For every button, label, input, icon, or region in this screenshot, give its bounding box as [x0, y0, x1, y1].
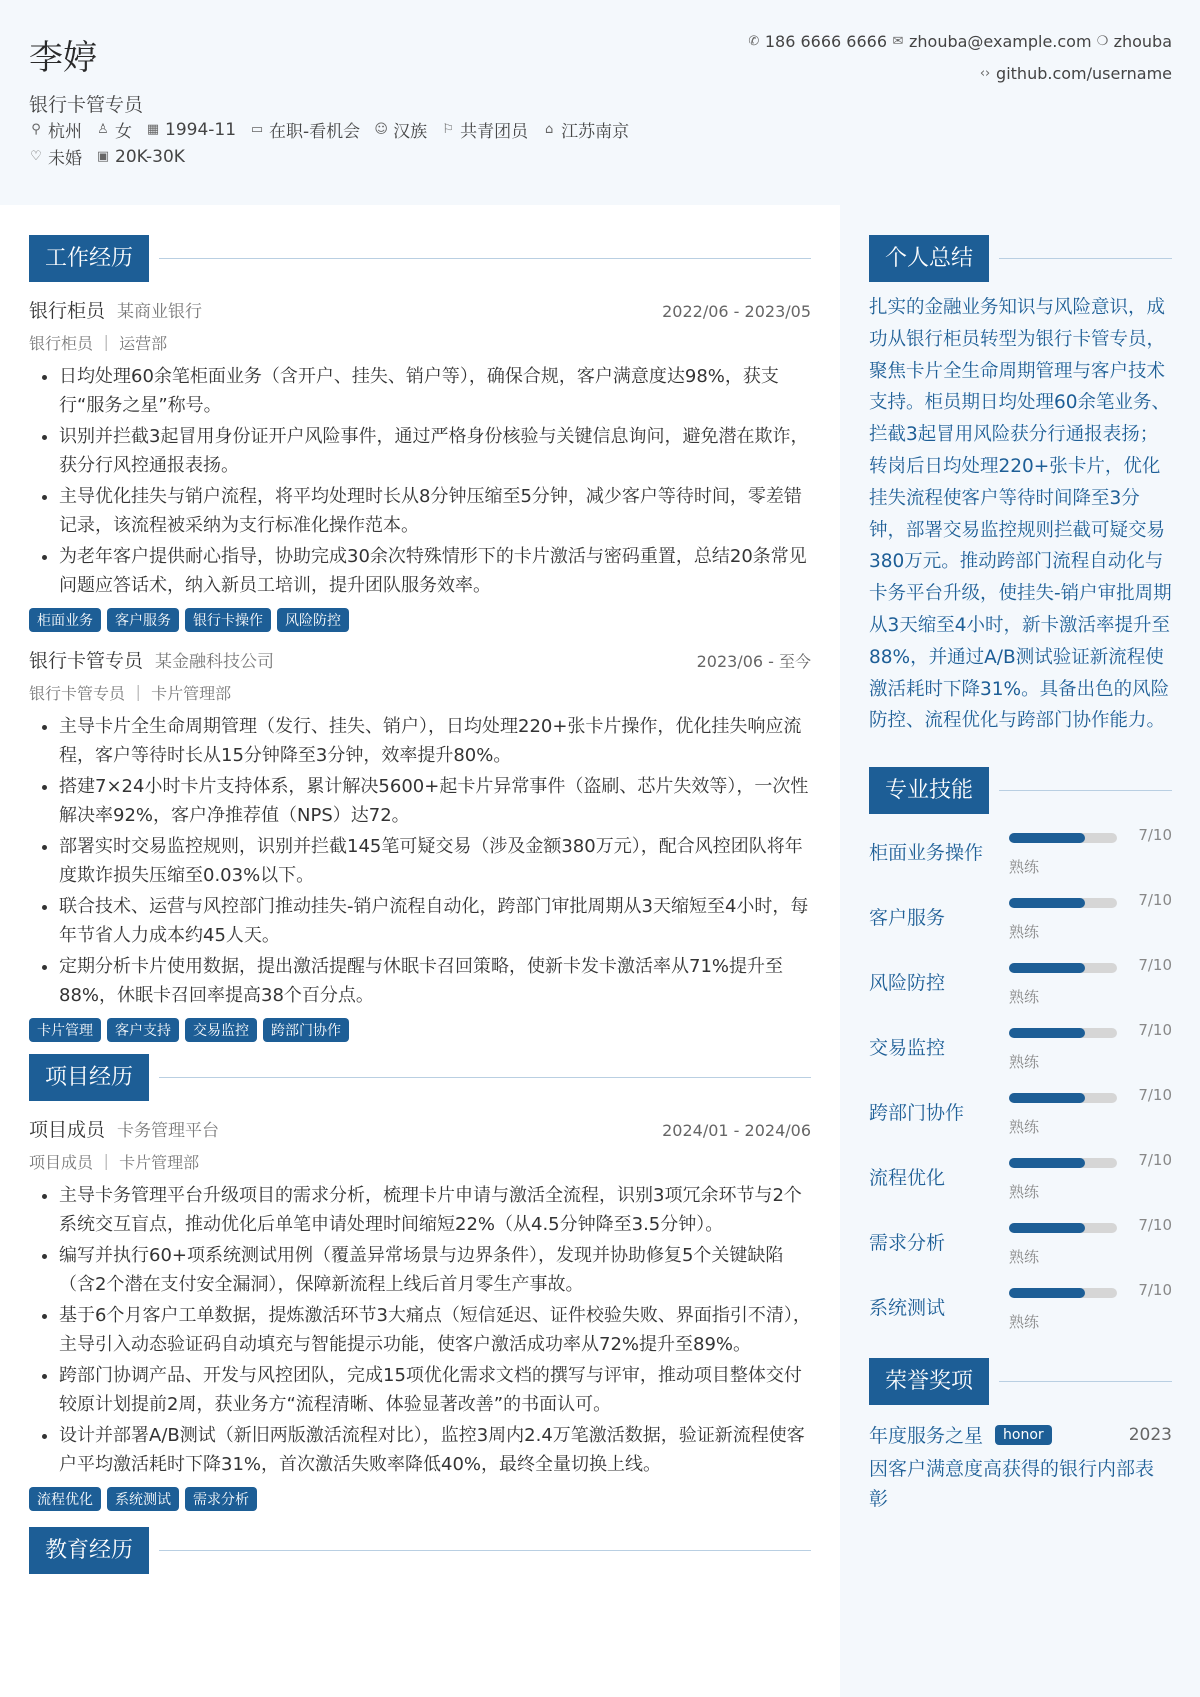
- info-item: [29, 117, 82, 142]
- skill-level: 熟练: [1009, 1183, 1040, 1202]
- contact-row: [747, 32, 1172, 51]
- experience-entry: [29, 296, 811, 632]
- section-title: 专业技能: [869, 767, 989, 814]
- tag-list: [29, 608, 811, 632]
- skill-bar-track: [1009, 1158, 1117, 1168]
- entry-title: [29, 296, 202, 323]
- skill-score: 7/10: [1138, 1086, 1172, 1105]
- github-link[interactable]: github.com/username: [996, 64, 1172, 83]
- project-list: [29, 1115, 811, 1511]
- bullet-item: • 设计并部署A/B测试（新旧两版激活流程对比），监控3周内2.4万笔激活数据，验证新流程使客户平均激活耗时下降31%，首次激活失败率降低40%，最终全量切换上线。: [59, 1421, 811, 1479]
- email-text[interactable]: zhouba@example.com: [909, 32, 1092, 51]
- info-item: [441, 117, 528, 142]
- info-text: 未婚: [48, 149, 82, 169]
- skill-level: 熟练: [1009, 923, 1040, 942]
- bullet-item: • 为老年客户提供耐心指导，协助完成30余次特殊情形下的卡片激活与密码重置，总结20条常见问题应答话术，纳入新员工培训，提升团队服务效率。: [59, 542, 811, 600]
- entry-title: [29, 646, 274, 673]
- award-name: 年度服务之星: [869, 1425, 984, 1448]
- experience-entry: [29, 646, 811, 1042]
- skill-name: 系统测试: [869, 1297, 946, 1320]
- skill-bar-fill: [1009, 1093, 1085, 1103]
- sidebar-column: [869, 235, 1172, 1514]
- skill-bar-track: [1009, 1223, 1117, 1233]
- briefcase-icon: ▭: [250, 122, 264, 137]
- skill-name: 跨部门协作: [869, 1102, 965, 1125]
- info-text: 江苏南京: [561, 122, 630, 142]
- skill-level: 熟练: [1009, 1118, 1040, 1137]
- skill-row: [869, 1021, 1172, 1090]
- skill-name: 风险防控: [869, 972, 946, 995]
- info-item: [96, 147, 185, 167]
- people-icon: ☺: [374, 122, 388, 137]
- info-item: [250, 117, 360, 142]
- skill-row: [869, 1281, 1172, 1350]
- info-item: [146, 120, 236, 140]
- experience-entry: [29, 1115, 811, 1511]
- info-text: 1994-11: [165, 119, 237, 140]
- main-column: [29, 235, 811, 1574]
- skill-tag: 系统测试: [107, 1487, 179, 1511]
- entry-header: [29, 296, 811, 323]
- section-title: 项目经历: [29, 1054, 149, 1101]
- phone-icon: ✆: [748, 34, 760, 49]
- skill-row: [869, 826, 1172, 895]
- section-divider: [999, 1381, 1172, 1382]
- info-text: 杭州: [48, 122, 82, 142]
- wechat-icon: ❍: [1096, 34, 1109, 49]
- entry-title: [29, 1115, 219, 1142]
- bullet-item: • 定期分析卡片使用数据，提出激活提醒与休眠卡召回策略，使新卡发卡激活率从71%提升至88%，休眠卡召回率提高38个百分点。: [59, 952, 811, 1010]
- section-title: 教育经历: [29, 1527, 149, 1574]
- skill-level: 熟练: [1009, 1053, 1040, 1072]
- bullet-item: • 联合技术、运营与风控部门推动挂失-销户流程自动化，跨部门审批周期从3天缩短至4小时，每年节省人力成本约45人天。: [59, 892, 811, 950]
- skill-bar-fill: [1009, 898, 1085, 908]
- skill-tag: 跨部门协作: [263, 1018, 349, 1042]
- skill-row: [869, 1151, 1172, 1220]
- skill-tag: 流程优化: [29, 1487, 101, 1511]
- skill-bar-fill: [1009, 833, 1085, 843]
- section-divider: [159, 1077, 811, 1078]
- award-list: [869, 1421, 1172, 1514]
- candidate-name: 李婷: [29, 38, 97, 78]
- skill-score: 7/10: [1138, 1216, 1172, 1235]
- work-list: [29, 296, 811, 1042]
- home-icon: ⌂: [545, 122, 554, 137]
- entry-subtitle: 银行卡管专员 ｜ 卡片管理部: [29, 684, 232, 703]
- honor-badge: honor: [995, 1425, 1052, 1445]
- skill-bar-fill: [1009, 1158, 1085, 1168]
- location-icon: ⚲: [31, 122, 41, 137]
- skill-bar-fill: [1009, 963, 1085, 973]
- gender-icon: ♙: [97, 122, 109, 137]
- role-title: 项目成员: [29, 1119, 106, 1141]
- skill-score: 7/10: [1138, 826, 1172, 845]
- entry-header: [29, 646, 811, 673]
- summary-text: 扎实的金融业务知识与风险意识，成功从银行柜员转型为银行卡管专员，聚焦卡片全生命周期管理与客户技术支持。柜员期日均处理60余笔业务、拦截3起冒用风险获分行通报表扬；转岗后日均处理220+张卡片，优化挂失流程使客户等待时间降至3分钟，部署交易监控规则拦截可疑交易380万元。推动跨部门流程自动化与卡务平台升级，使挂失-销户审批周期从3天缩至4小时，新卡激活率提升至88%，并通过A/B测试验证新流程使激活耗时下降31%。具备出色的风险防控、流程优化与跨部门协作能力。: [869, 297, 1172, 732]
- award-title: [869, 1421, 1052, 1448]
- skill-tag: 卡片管理: [29, 1018, 101, 1042]
- phone-text[interactable]: 186 6666 6666: [764, 32, 887, 51]
- info-text: 在职-看机会: [269, 122, 361, 142]
- code-icon: ‹›: [979, 66, 991, 81]
- skill-level: 熟练: [1009, 988, 1040, 1007]
- entry-subtitle: 项目成员 ｜ 卡片管理部: [29, 1153, 200, 1172]
- entry-header: [29, 1115, 811, 1142]
- section-header-work: [29, 235, 811, 282]
- heart-icon: ♡: [30, 149, 42, 164]
- section-divider: [159, 258, 811, 259]
- wechat-text: zhouba: [1113, 32, 1172, 51]
- info-text: 共青团员: [460, 122, 529, 142]
- job-title: 银行卡管专员: [29, 94, 144, 116]
- date-range: 2023/06 - 至今: [696, 652, 811, 671]
- skill-row: [869, 956, 1172, 1025]
- skill-tag: 需求分析: [185, 1487, 257, 1511]
- skill-level: 熟练: [1009, 858, 1040, 877]
- role-title: 银行柜员: [29, 300, 106, 322]
- skill-level: 熟练: [1009, 1248, 1040, 1267]
- award-description: 因客户满意度高获得的银行内部表彰: [869, 1458, 1155, 1511]
- skill-bar-track: [1009, 833, 1117, 843]
- skill-bar-track: [1009, 898, 1117, 908]
- bullet-item: • 主导优化挂失与销户流程，将平均处理时长从8分钟压缩至5分钟，减少客户等待时间，零差错记录，该流程被采纳为支行标准化操作范本。: [59, 482, 811, 540]
- info-item: [29, 144, 82, 169]
- section-header-summary: [869, 235, 1172, 282]
- bullet-item: • 主导卡务管理平台升级项目的需求分析，梳理卡片申请与激活全流程，识别3项冗余环节与2个系统交互盲点，推动优化后单笔申请处理时间缩短22%（从4.5分钟降至3.5分钟）。: [59, 1181, 811, 1239]
- section-divider: [159, 1550, 811, 1551]
- bullet-list: [29, 712, 811, 1010]
- skill-row: [869, 1086, 1172, 1155]
- skill-tag: 风险防控: [277, 608, 349, 632]
- info-text: 汉族: [393, 122, 428, 142]
- section-divider: [999, 258, 1172, 259]
- section-title: 工作经历: [29, 235, 149, 282]
- role-title: 银行卡管专员: [29, 650, 144, 672]
- award-header: [869, 1421, 1172, 1448]
- skill-level: 熟练: [1009, 1313, 1040, 1332]
- organization: 某商业银行: [117, 302, 203, 322]
- date-range: 2022/06 - 2023/05: [662, 302, 811, 321]
- skill-score: 7/10: [1138, 956, 1172, 975]
- date-range: 2024/01 - 2024/06: [662, 1121, 811, 1140]
- skill-name: 需求分析: [869, 1232, 946, 1255]
- section-divider: [999, 790, 1172, 791]
- skill-score: 7/10: [1138, 1021, 1172, 1040]
- section-header-education: [29, 1527, 811, 1574]
- info-text: 女: [115, 122, 132, 142]
- bullet-item: • 部署实时交易监控规则，识别并拦截145笔可疑交易（涉及金额380万元），配合风控团队将年度欺诈损失压缩至0.03%以下。: [59, 832, 811, 890]
- bullet-item: • 基于6个月客户工单数据，提炼激活环节3大痛点（短信延迟、证件校验失败、界面指引不清），主导引入动态验证码自动填充与智能提示功能，使客户激活成功率从72%提升至89%。: [59, 1301, 811, 1359]
- section-title: 个人总结: [869, 235, 989, 282]
- skill-name: 流程优化: [869, 1167, 946, 1190]
- award-year: 2023: [1128, 1424, 1172, 1445]
- bullet-list: [29, 1181, 811, 1479]
- bullet-item: • 识别并拦截3起冒用身份证开户风险事件，通过严格身份核验与关键信息询问，避免潜在欺诈，获分行风控通报表扬。: [59, 422, 811, 480]
- calendar-icon: ▦: [146, 122, 160, 137]
- github-row: [978, 64, 1172, 83]
- bullet-item: • 主导卡片全生命周期管理（发行、挂失、销户），日均处理220+张卡片操作，优化挂失响应流程，客户等待时长从15分钟降至3分钟，效率提升80%。: [59, 712, 811, 770]
- skill-tag: 柜面业务: [29, 608, 101, 632]
- skill-name: 交易监控: [869, 1037, 946, 1060]
- skill-list: [869, 826, 1172, 1350]
- bullet-item: • 编写并执行60+项系统测试用例（覆盖异常场景与边界条件），发现并协助修复5个关键缺陷（含2个潜在支付安全漏洞），保障新流程上线后首月零生产事故。: [59, 1241, 811, 1299]
- skill-tag: 客户支持: [107, 1018, 179, 1042]
- skill-bar-fill: [1009, 1288, 1085, 1298]
- skill-bar-fill: [1009, 1028, 1085, 1038]
- skill-row: [869, 891, 1172, 960]
- section-header-awards: [869, 1358, 1172, 1405]
- info-item: [542, 117, 629, 142]
- info-text: 20K-30K: [115, 146, 185, 167]
- skill-tag: 客户服务: [107, 608, 179, 632]
- personal-info-row: [29, 117, 629, 142]
- entry-subtitle: 银行柜员 ｜ 运营部: [29, 334, 168, 353]
- section-header-skills: [869, 767, 1172, 814]
- skill-bar-track: [1009, 963, 1117, 973]
- bullet-list: [29, 362, 811, 600]
- skill-bar-track: [1009, 1093, 1117, 1103]
- bullet-item: • 跨部门协调产品、开发与风控团队，完成15项优化需求文档的撰写与评审，推动项目整体交付较原计划提前2周，获业务方“流程清晰、体验显著改善”的书面认可。: [59, 1361, 811, 1419]
- tag-list: [29, 1487, 811, 1511]
- skill-row: [869, 1216, 1172, 1285]
- skill-name: 柜面业务操作: [869, 842, 984, 865]
- skill-score: 7/10: [1138, 1281, 1172, 1300]
- skill-tag: 银行卡操作: [185, 608, 271, 632]
- email-icon: ✉: [892, 34, 904, 49]
- info-item: [96, 117, 132, 142]
- tag-list: [29, 1018, 811, 1042]
- info-item: [374, 117, 427, 142]
- skill-bar-fill: [1009, 1223, 1085, 1233]
- resume-header: [0, 0, 1200, 205]
- salary-icon: ▣: [96, 149, 110, 164]
- section-title: 荣誉奖项: [869, 1358, 989, 1405]
- skill-tag: 交易监控: [185, 1018, 257, 1042]
- skill-name: 客户服务: [869, 907, 946, 930]
- skill-bar-track: [1009, 1288, 1117, 1298]
- bullet-item: • 搭建7×24小时卡片支持体系，累计解决5600+起卡片异常事件（盗刷、芯片失效等），一次性解决率92%，客户净推荐值（NPS）达72。: [59, 772, 811, 830]
- organization: 某金融科技公司: [155, 652, 275, 672]
- skill-score: 7/10: [1138, 891, 1172, 910]
- section-header-project: [29, 1054, 811, 1101]
- bullet-item: • 日均处理60余笔柜面业务（含开户、挂失、销户等），确保合规，客户满意度达98%，获支行“服务之星”称号。: [59, 362, 811, 420]
- personal-info-row-2: [29, 144, 185, 169]
- flag-icon: ⚐: [442, 122, 454, 137]
- skill-bar-track: [1009, 1028, 1117, 1038]
- organization: 卡务管理平台: [117, 1121, 220, 1141]
- skill-score: 7/10: [1138, 1151, 1172, 1170]
